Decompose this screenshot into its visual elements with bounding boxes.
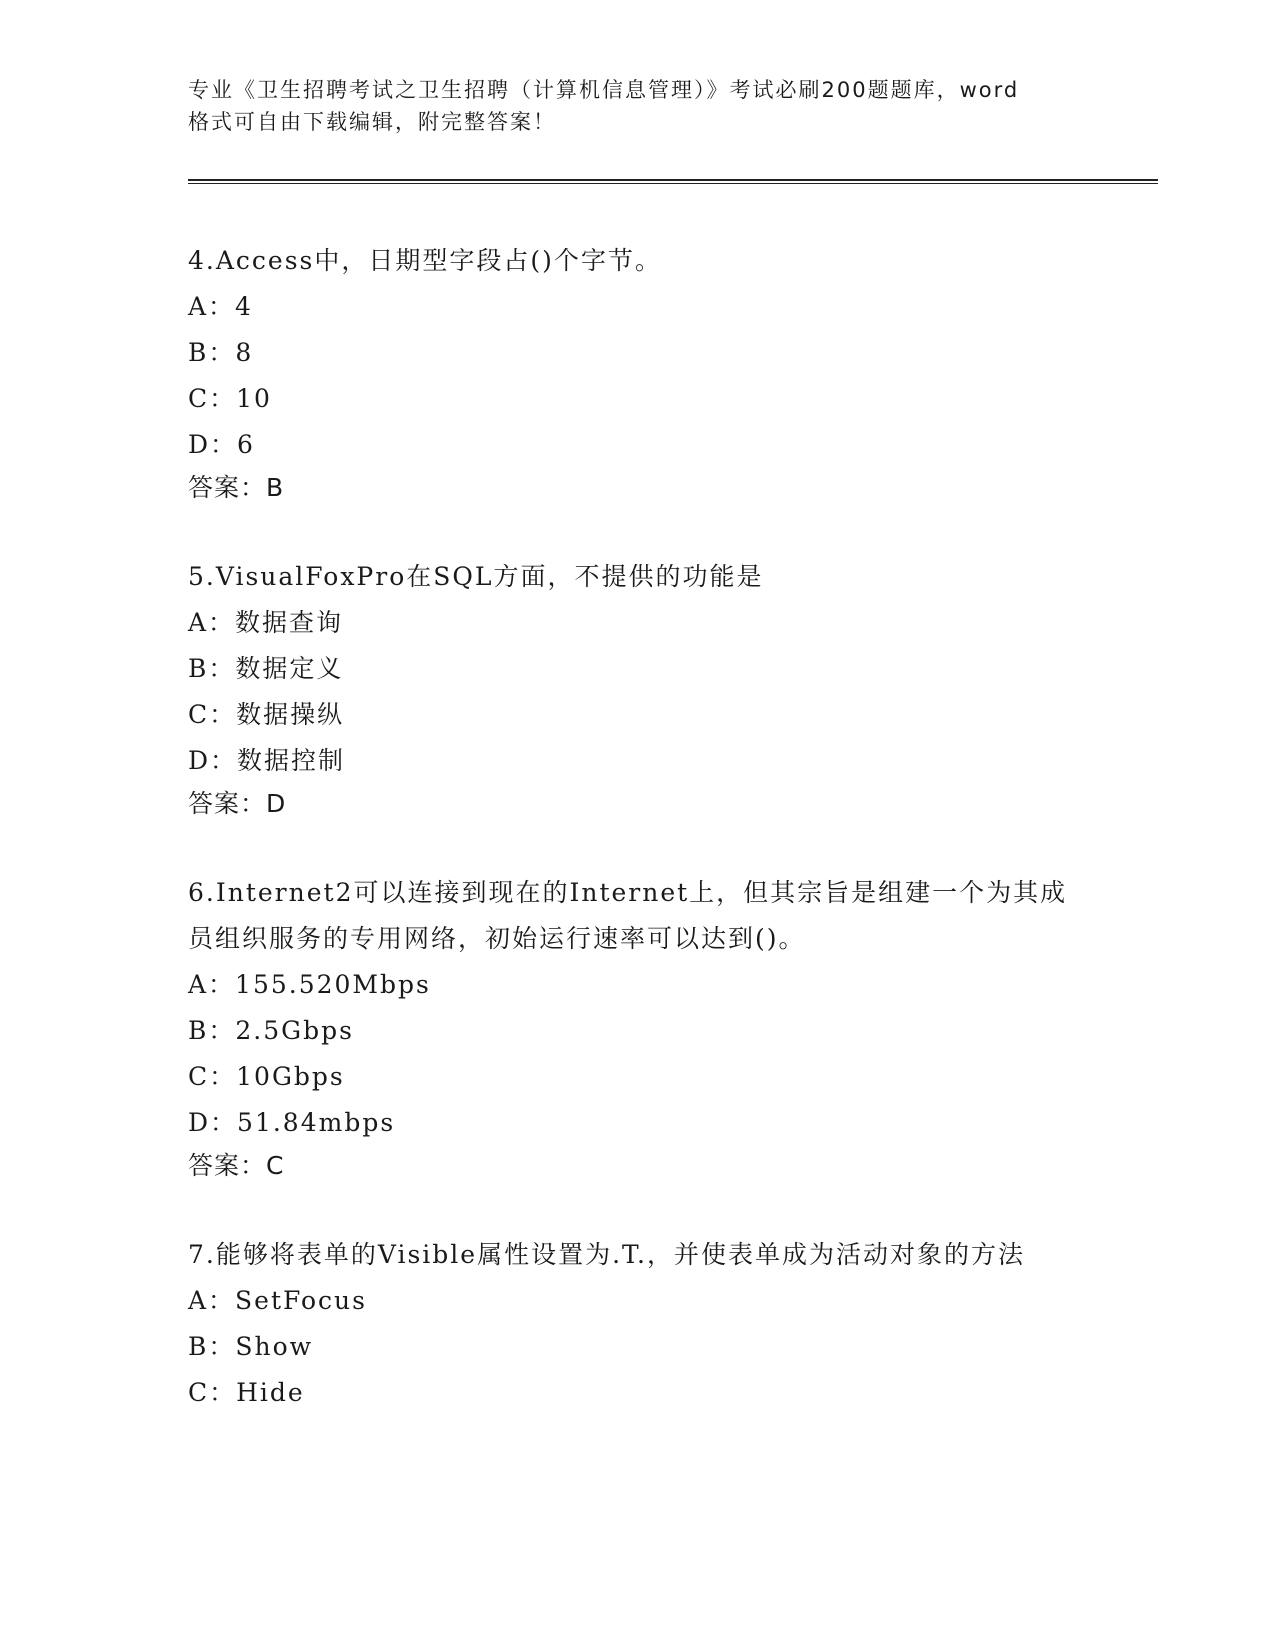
question-4 <box>188 238 1088 508</box>
question-text: 6.Internet2可以连接到现在的Internet上，但其宗旨是组建一个为其成员组织服务的专用网络，初始运行速率可以达到()。 <box>188 878 1068 953</box>
option-a: A：数据查询 <box>188 608 344 637</box>
option-d: D：数据控制 <box>188 746 346 775</box>
option-d: D：51.84mbps <box>188 1108 396 1137</box>
option-b: B：2.5Gbps <box>188 1016 354 1045</box>
question-text: 7.能够将表单的Visible属性设置为.T.，并使表单成为活动对象的方法 <box>188 1240 1025 1269</box>
option-b: B：数据定义 <box>188 654 344 683</box>
option-c: C：10Gbps <box>188 1062 345 1091</box>
option-c: C：Hide <box>188 1378 305 1407</box>
option-a: A：4 <box>188 292 253 321</box>
question-text: 4.Access中，日期型字段占()个字节。 <box>188 246 662 275</box>
question-5 <box>188 554 1088 824</box>
question-7 <box>188 1232 1088 1416</box>
answer-line: 答案：D <box>188 789 287 818</box>
answer-line: 答案：B <box>188 473 285 502</box>
option-a: A：SetFocus <box>188 1286 367 1315</box>
option-a: A：155.520Mbps <box>188 970 431 999</box>
header-divider <box>188 179 1158 181</box>
answer-line: 答案：C <box>188 1151 285 1180</box>
question-text: 5.VisualFoxPro在SQL方面，不提供的功能是 <box>188 562 764 591</box>
option-c: C：数据操纵 <box>188 700 345 729</box>
header-divider-thin <box>188 183 1158 184</box>
header-title-line-2: 格式可自由下载编辑，附完整答案！ <box>188 110 556 134</box>
header-title-line-1: 专业《卫生招聘考试之卫生招聘（计算机信息管理）》考试必刷200题题库，word <box>188 78 1020 102</box>
option-d: D：6 <box>188 430 255 459</box>
option-b: B：Show <box>188 1332 314 1361</box>
option-b: B：8 <box>188 338 254 367</box>
question-list <box>188 238 1088 1462</box>
question-6 <box>188 870 1088 1186</box>
option-c: C：10 <box>188 384 272 413</box>
document-header <box>188 74 1088 138</box>
